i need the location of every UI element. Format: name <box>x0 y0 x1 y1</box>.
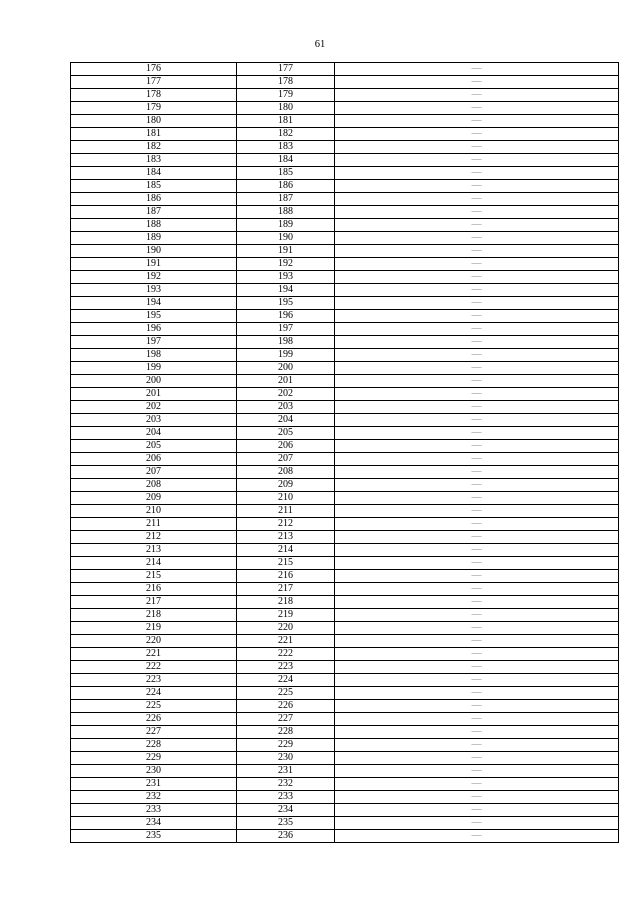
table-cell: 226 <box>71 713 237 726</box>
table-row <box>71 440 619 453</box>
table-row <box>71 362 619 375</box>
table-row <box>71 544 619 557</box>
table-cell: — <box>335 661 619 674</box>
table-cell: 209 <box>71 492 237 505</box>
table-cell: 231 <box>237 765 335 778</box>
table-cell: — <box>335 466 619 479</box>
table-row <box>71 726 619 739</box>
table-cell: 185 <box>71 180 237 193</box>
table-row <box>71 583 619 596</box>
table-cell: 223 <box>237 661 335 674</box>
table-cell: 185 <box>237 167 335 180</box>
table-cell: 192 <box>237 258 335 271</box>
table-cell: 231 <box>71 778 237 791</box>
table-cell: — <box>335 791 619 804</box>
table-cell: — <box>335 687 619 700</box>
table-cell: 190 <box>237 232 335 245</box>
table-cell: 219 <box>71 622 237 635</box>
table-cell: 207 <box>71 466 237 479</box>
table-cell: 221 <box>71 648 237 661</box>
table-cell: — <box>335 375 619 388</box>
table-cell: 201 <box>237 375 335 388</box>
table-cell: 204 <box>237 414 335 427</box>
table-cell: — <box>335 570 619 583</box>
table-row <box>71 804 619 817</box>
table-row <box>71 505 619 518</box>
table-cell: — <box>335 830 619 843</box>
table-cell: 198 <box>71 349 237 362</box>
table-row <box>71 102 619 115</box>
table-row <box>71 661 619 674</box>
table-row <box>71 674 619 687</box>
table-cell: 188 <box>71 219 237 232</box>
table-row <box>71 817 619 830</box>
table-row <box>71 791 619 804</box>
table-cell: 222 <box>237 648 335 661</box>
table-cell: 204 <box>71 427 237 440</box>
table-cell: 186 <box>237 180 335 193</box>
table-row <box>71 323 619 336</box>
table-cell: 195 <box>237 297 335 310</box>
table-cell: — <box>335 531 619 544</box>
table-cell: 206 <box>71 453 237 466</box>
table-row <box>71 180 619 193</box>
table-cell: — <box>335 102 619 115</box>
table-cell: — <box>335 778 619 791</box>
table-row <box>71 596 619 609</box>
table-cell: 200 <box>71 375 237 388</box>
table-cell: 218 <box>237 596 335 609</box>
table-cell: 196 <box>71 323 237 336</box>
table-cell: — <box>335 414 619 427</box>
table-cell: — <box>335 609 619 622</box>
table-cell: 191 <box>237 245 335 258</box>
table-cell: 191 <box>71 258 237 271</box>
table-cell: 227 <box>237 713 335 726</box>
table-body <box>71 63 619 843</box>
table-cell: 202 <box>237 388 335 401</box>
table-cell: 179 <box>237 89 335 102</box>
table-cell: — <box>335 583 619 596</box>
table-cell: — <box>335 804 619 817</box>
table-cell: 197 <box>237 323 335 336</box>
table-cell: 214 <box>71 557 237 570</box>
table-cell: — <box>335 440 619 453</box>
table-cell: 229 <box>237 739 335 752</box>
table-row <box>71 375 619 388</box>
table-cell: 199 <box>71 362 237 375</box>
table-cell: 176 <box>71 63 237 76</box>
table-cell: 199 <box>237 349 335 362</box>
table-cell: 198 <box>237 336 335 349</box>
table-cell: 215 <box>237 557 335 570</box>
table-cell: 210 <box>71 505 237 518</box>
table-cell: — <box>335 219 619 232</box>
table-cell: — <box>335 752 619 765</box>
table-cell: 184 <box>237 154 335 167</box>
table-cell: 232 <box>237 778 335 791</box>
table-cell: 215 <box>71 570 237 583</box>
table-cell: — <box>335 596 619 609</box>
table-cell: 216 <box>71 583 237 596</box>
table-cell: 210 <box>237 492 335 505</box>
table-cell: 234 <box>71 817 237 830</box>
table-cell: — <box>335 141 619 154</box>
table-row <box>71 752 619 765</box>
table-cell: 180 <box>71 115 237 128</box>
table-row <box>71 700 619 713</box>
table-cell: — <box>335 336 619 349</box>
table-cell: 221 <box>237 635 335 648</box>
table-cell: 203 <box>71 414 237 427</box>
table-cell: 224 <box>71 687 237 700</box>
table-cell: 233 <box>71 804 237 817</box>
table-cell: 229 <box>71 752 237 765</box>
table-cell: 178 <box>71 89 237 102</box>
table-cell: 180 <box>237 102 335 115</box>
table-cell: 177 <box>237 63 335 76</box>
table-cell: 225 <box>237 687 335 700</box>
table-cell: — <box>335 76 619 89</box>
table-cell: 220 <box>71 635 237 648</box>
table-cell: 227 <box>71 726 237 739</box>
table-cell: 196 <box>237 310 335 323</box>
table-cell: 178 <box>237 76 335 89</box>
table-cell: — <box>335 635 619 648</box>
table-row <box>71 401 619 414</box>
table-cell: 222 <box>71 661 237 674</box>
table-cell: — <box>335 492 619 505</box>
table-cell: 230 <box>71 765 237 778</box>
table-cell: 186 <box>71 193 237 206</box>
table-cell: 233 <box>237 791 335 804</box>
table-row <box>71 453 619 466</box>
table-cell: — <box>335 362 619 375</box>
table-row <box>71 154 619 167</box>
table-row <box>71 245 619 258</box>
table-row <box>71 739 619 752</box>
table-cell: 188 <box>237 206 335 219</box>
table-cell: — <box>335 700 619 713</box>
table-cell: 217 <box>237 583 335 596</box>
table-cell: — <box>335 726 619 739</box>
table-cell: — <box>335 167 619 180</box>
table-cell: 235 <box>237 817 335 830</box>
table-cell: — <box>335 388 619 401</box>
table-cell: — <box>335 349 619 362</box>
table-cell: 213 <box>237 531 335 544</box>
table-cell: — <box>335 284 619 297</box>
table-cell: — <box>335 674 619 687</box>
table-row <box>71 193 619 206</box>
table-cell: 228 <box>71 739 237 752</box>
table-cell: 214 <box>237 544 335 557</box>
table-cell: 212 <box>71 531 237 544</box>
table-row <box>71 427 619 440</box>
table-cell: — <box>335 557 619 570</box>
table-cell: 217 <box>71 596 237 609</box>
table-cell: 201 <box>71 388 237 401</box>
table-cell: 182 <box>237 128 335 141</box>
table-row <box>71 531 619 544</box>
table-cell: — <box>335 323 619 336</box>
table-row <box>71 141 619 154</box>
table-row <box>71 609 619 622</box>
table-row <box>71 297 619 310</box>
table-cell: 205 <box>237 427 335 440</box>
table-cell: 209 <box>237 479 335 492</box>
table-cell: 226 <box>237 700 335 713</box>
table-cell: 219 <box>237 609 335 622</box>
table-cell: 220 <box>237 622 335 635</box>
table-row <box>71 414 619 427</box>
table-cell: 200 <box>237 362 335 375</box>
table-cell: 179 <box>71 102 237 115</box>
table-row <box>71 128 619 141</box>
table-row <box>71 830 619 843</box>
table-cell: 189 <box>71 232 237 245</box>
table-cell: 230 <box>237 752 335 765</box>
table-cell: 212 <box>237 518 335 531</box>
table-row <box>71 687 619 700</box>
table-cell: 236 <box>237 830 335 843</box>
table-row <box>71 258 619 271</box>
table-cell: — <box>335 245 619 258</box>
table-cell: — <box>335 180 619 193</box>
table-cell: 234 <box>237 804 335 817</box>
table-cell: 194 <box>237 284 335 297</box>
table-cell: — <box>335 89 619 102</box>
table-cell: 225 <box>71 700 237 713</box>
table-cell: 224 <box>237 674 335 687</box>
table-cell: — <box>335 401 619 414</box>
table-row <box>71 76 619 89</box>
table-cell: 211 <box>237 505 335 518</box>
table-row <box>71 648 619 661</box>
table-row <box>71 713 619 726</box>
table-row <box>71 466 619 479</box>
table-cell: 211 <box>71 518 237 531</box>
table-cell: — <box>335 518 619 531</box>
table-cell: 208 <box>71 479 237 492</box>
table-row <box>71 635 619 648</box>
table-cell: — <box>335 427 619 440</box>
table-cell: 194 <box>71 297 237 310</box>
table-cell: — <box>335 232 619 245</box>
table-row <box>71 219 619 232</box>
table-row <box>71 271 619 284</box>
table-cell: — <box>335 622 619 635</box>
table-cell: 181 <box>237 115 335 128</box>
table-row <box>71 622 619 635</box>
table-row <box>71 167 619 180</box>
table-cell: 184 <box>71 167 237 180</box>
table-row <box>71 479 619 492</box>
table-cell: — <box>335 297 619 310</box>
table-cell: — <box>335 479 619 492</box>
table-row <box>71 310 619 323</box>
table-cell: 202 <box>71 401 237 414</box>
table-row <box>71 388 619 401</box>
page-number: 61 <box>314 39 326 50</box>
table-cell: 193 <box>71 284 237 297</box>
table-cell: 195 <box>71 310 237 323</box>
table-cell: — <box>335 765 619 778</box>
table-cell: 228 <box>237 726 335 739</box>
table-row <box>71 765 619 778</box>
table-cell: — <box>335 206 619 219</box>
table-cell: — <box>335 193 619 206</box>
table-cell: 207 <box>237 453 335 466</box>
table-row <box>71 115 619 128</box>
table-row <box>71 284 619 297</box>
table-cell: 192 <box>71 271 237 284</box>
table-cell: — <box>335 453 619 466</box>
table-cell: 181 <box>71 128 237 141</box>
table-cell: 189 <box>237 219 335 232</box>
table-cell: — <box>335 154 619 167</box>
table-cell: — <box>335 310 619 323</box>
table-cell: 223 <box>71 674 237 687</box>
table-cell: — <box>335 739 619 752</box>
table-cell: — <box>335 271 619 284</box>
table-cell: 218 <box>71 609 237 622</box>
table-cell: 213 <box>71 544 237 557</box>
table-row <box>71 232 619 245</box>
table-cell: 208 <box>237 466 335 479</box>
table-row <box>71 206 619 219</box>
table-row <box>71 492 619 505</box>
table-row <box>71 336 619 349</box>
table-cell: 187 <box>71 206 237 219</box>
data-table <box>70 62 619 843</box>
table-row <box>71 63 619 76</box>
table-cell: 187 <box>237 193 335 206</box>
table-cell: 193 <box>237 271 335 284</box>
table-row <box>71 778 619 791</box>
table-cell: — <box>335 544 619 557</box>
table-cell: 197 <box>71 336 237 349</box>
table-cell: — <box>335 505 619 518</box>
table-cell: 190 <box>71 245 237 258</box>
table-row <box>71 518 619 531</box>
table-cell: — <box>335 115 619 128</box>
table-cell: 216 <box>237 570 335 583</box>
table-cell: — <box>335 817 619 830</box>
table-cell: — <box>335 258 619 271</box>
table-cell: 235 <box>71 830 237 843</box>
table-row <box>71 89 619 102</box>
table-cell: — <box>335 63 619 76</box>
table-row <box>71 557 619 570</box>
table-row <box>71 349 619 362</box>
table-row <box>71 570 619 583</box>
table-cell: 177 <box>71 76 237 89</box>
table-cell: 182 <box>71 141 237 154</box>
table-cell: 183 <box>237 141 335 154</box>
table-cell: — <box>335 128 619 141</box>
table-cell: — <box>335 648 619 661</box>
table-cell: 183 <box>71 154 237 167</box>
table-cell: 205 <box>71 440 237 453</box>
table-cell: — <box>335 713 619 726</box>
table-cell: 232 <box>71 791 237 804</box>
table-cell: 206 <box>237 440 335 453</box>
table-cell: 203 <box>237 401 335 414</box>
